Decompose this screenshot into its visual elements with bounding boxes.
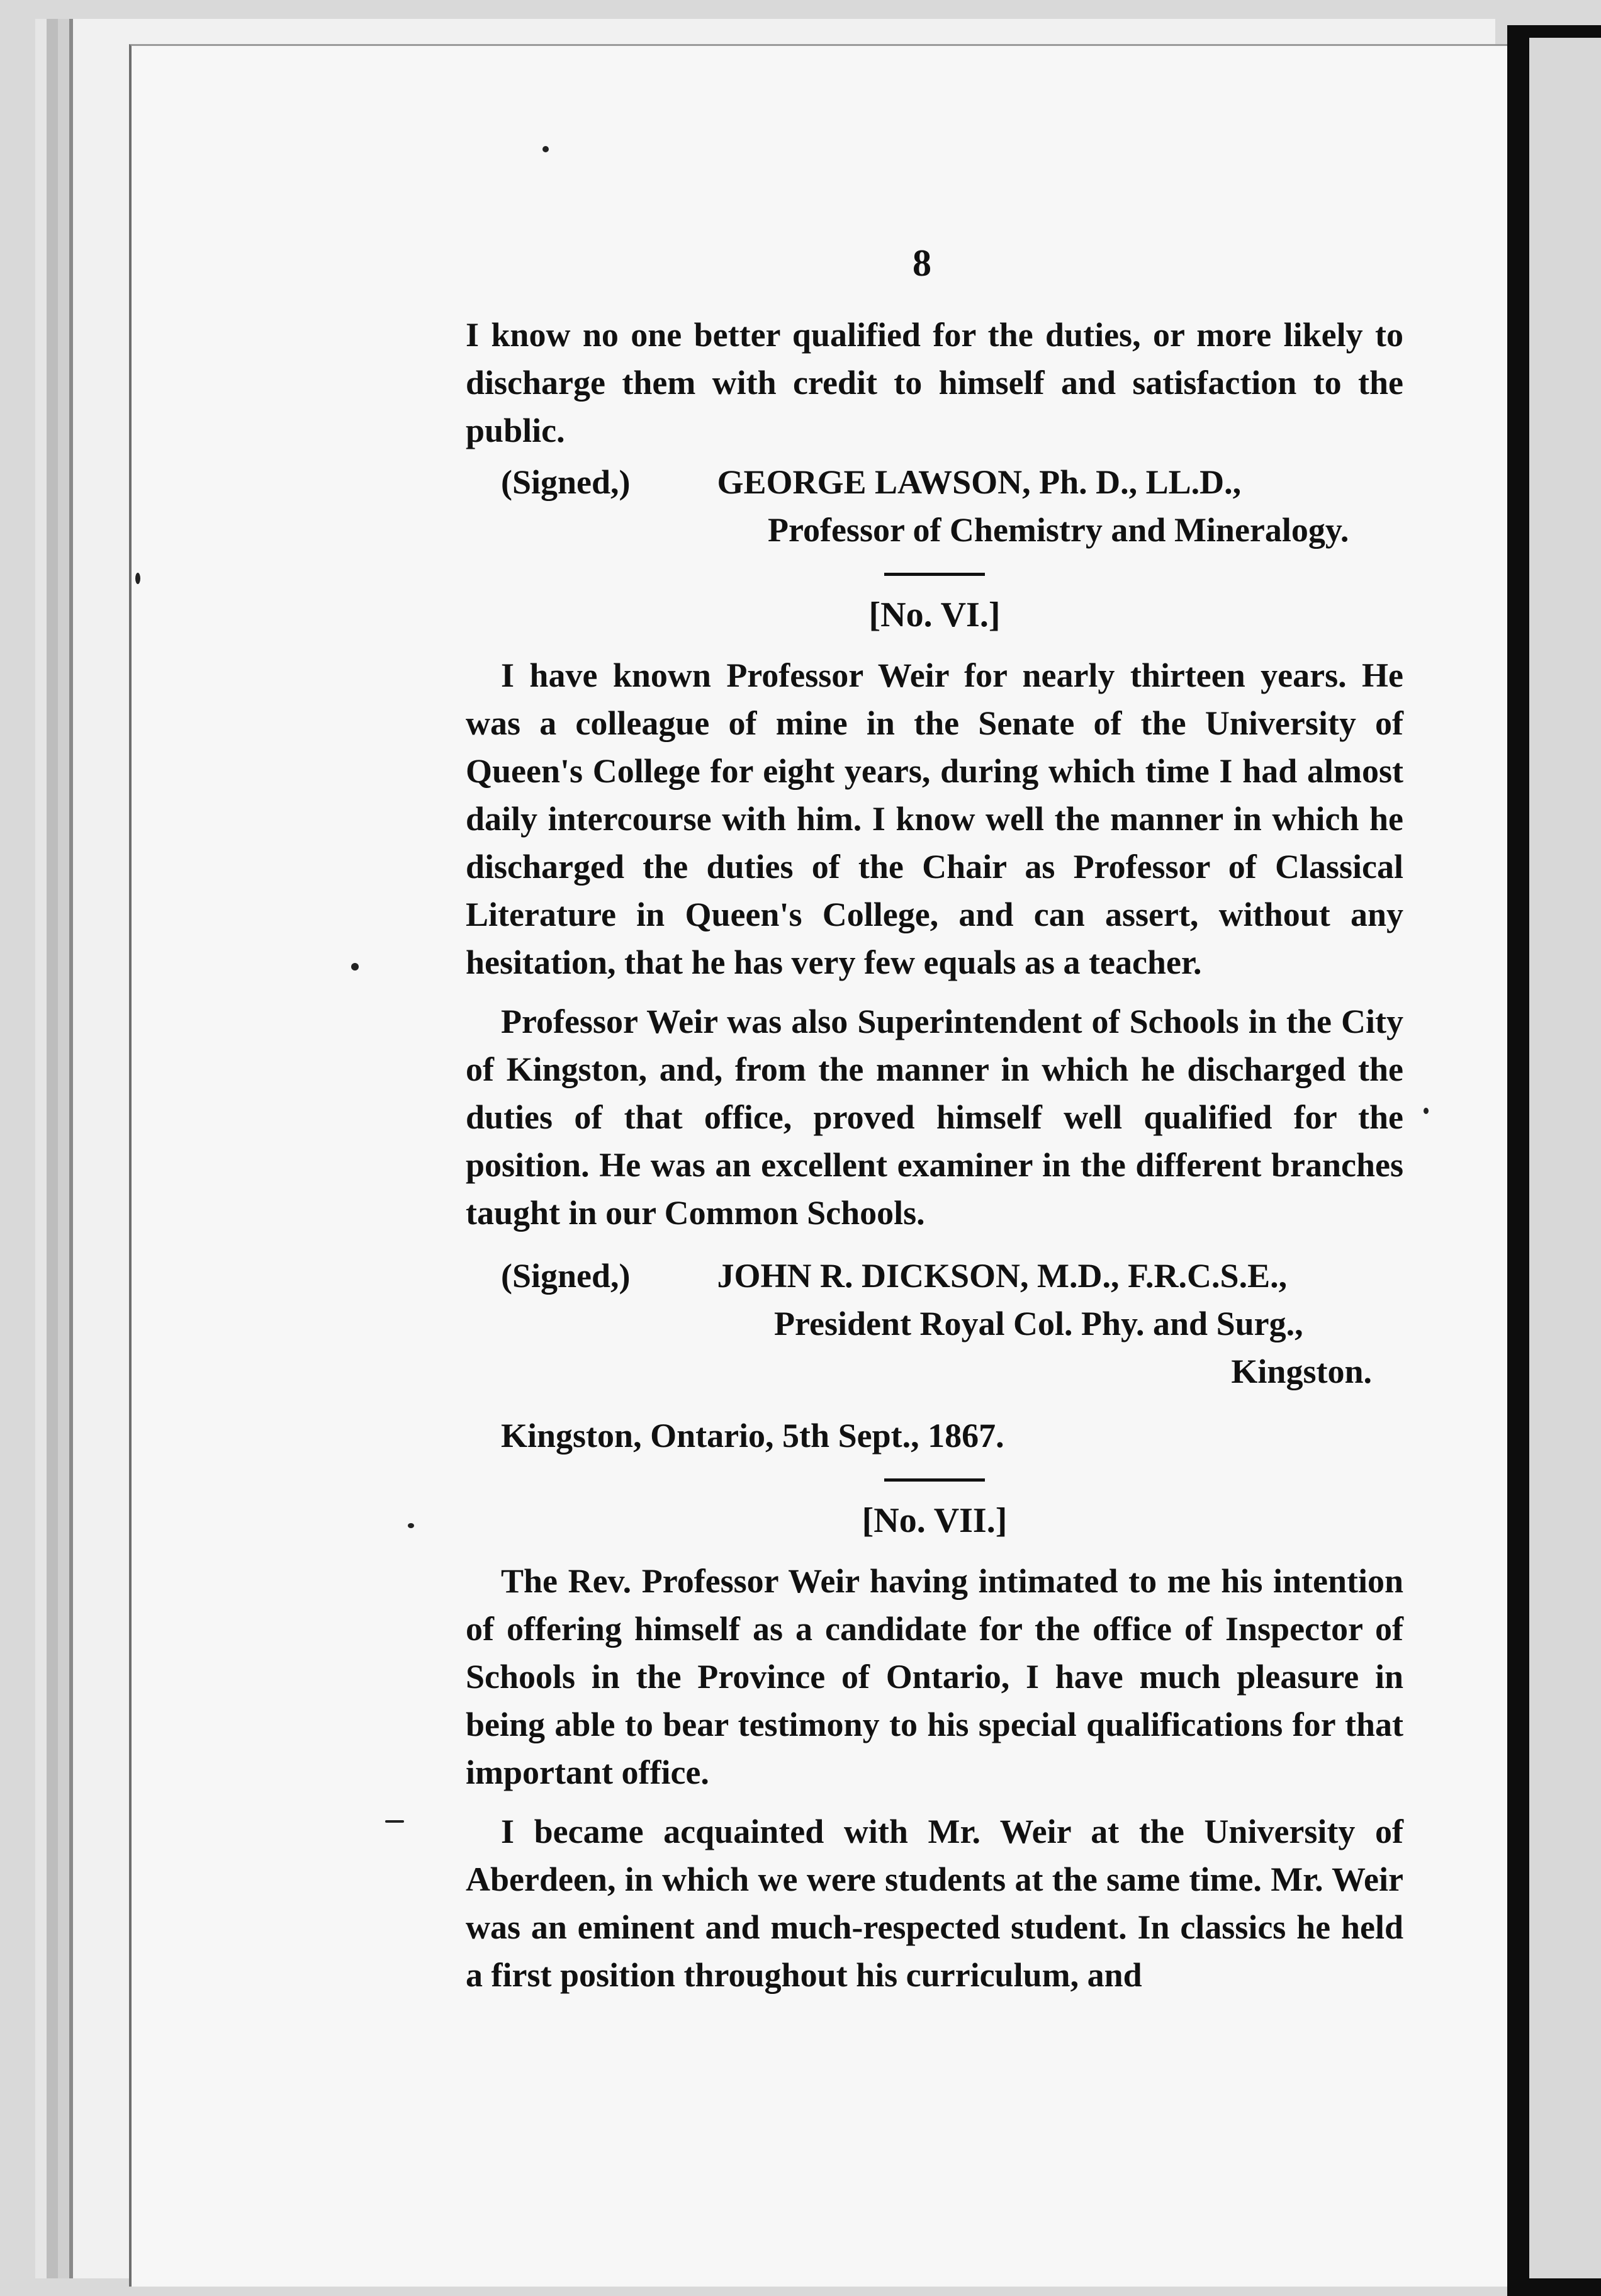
signature-line [466, 458, 1403, 506]
signatory-name: JOHN R. DICKSON, M.D., F.R.C.S.E., [717, 1257, 1288, 1295]
signed-label: (Signed,) [501, 463, 631, 501]
scan-speck [408, 1523, 414, 1528]
signatory-title: Professor of Chemistry and Mineralogy. [768, 511, 1349, 549]
testimonial-paragraph: I have known Professor Weir for nearly thirteen years. He was a colleague of mine in the Senate of the University of Queen's College for eight years, during which time I had almost daily intercourse with him. I know well the manner in which he discharged the duties of the Chair as Professor of Classical Literature in Queen's College, and can assert, without any hesitation, that he has very few equals as a teacher. [466, 656, 1403, 981]
signatory-place: Kingston. [1231, 1353, 1372, 1390]
scan-speck [351, 963, 359, 971]
page-number: 8 [913, 242, 931, 284]
scan-speck [385, 1820, 404, 1823]
scan-speck [1424, 1108, 1429, 1114]
intro-paragraph: I know no one better qualified for the duties, or more likely to discharge them with credit to himself and satisfaction to the public. [466, 316, 1403, 449]
section-heading: [No. VI.] [868, 595, 1001, 634]
letter-date: Kingston, Ontario, 5th Sept., 1867. [501, 1417, 1004, 1455]
signatory-name: GEORGE LAWSON, Ph. D., LL.D., [717, 463, 1242, 501]
scan-speck [542, 146, 549, 152]
signatory-title: President Royal Col. Phy. and Surg., [774, 1305, 1303, 1342]
facing-page-edge [1529, 38, 1601, 2278]
page-content [466, 239, 1403, 1999]
signature-line [466, 1252, 1403, 1300]
signed-label: (Signed,) [501, 1257, 631, 1295]
section-divider [884, 1478, 985, 1482]
testimonial-paragraph: Professor Weir was also Superintendent of Schools in the City of Kingston, and, from the manner in which he discharged the duties of that office, proved himself well qualified for the position. He was an excellent examiner in the different branches taught in our Common Schools. [466, 1003, 1403, 1232]
section-divider [884, 573, 985, 576]
testimonial-paragraph: I became acquainted with Mr. Weir at the University of Aberdeen, in which we were students at the same time. Mr. Weir was an eminent and much-respected student. In classics he held a first position throughout his curriculum, and [466, 1813, 1403, 1994]
testimonial-paragraph: The Rev. Professor Weir having intimated to me his intention of offering himself as a candidate for the office of Inspector of Schools in the Province of Ontario, I have much pleasure in being able to bear testimony to his special qualifications for that important office. [466, 1562, 1403, 1791]
section-heading: [No. VII.] [862, 1501, 1008, 1540]
scan-speck [135, 573, 140, 584]
